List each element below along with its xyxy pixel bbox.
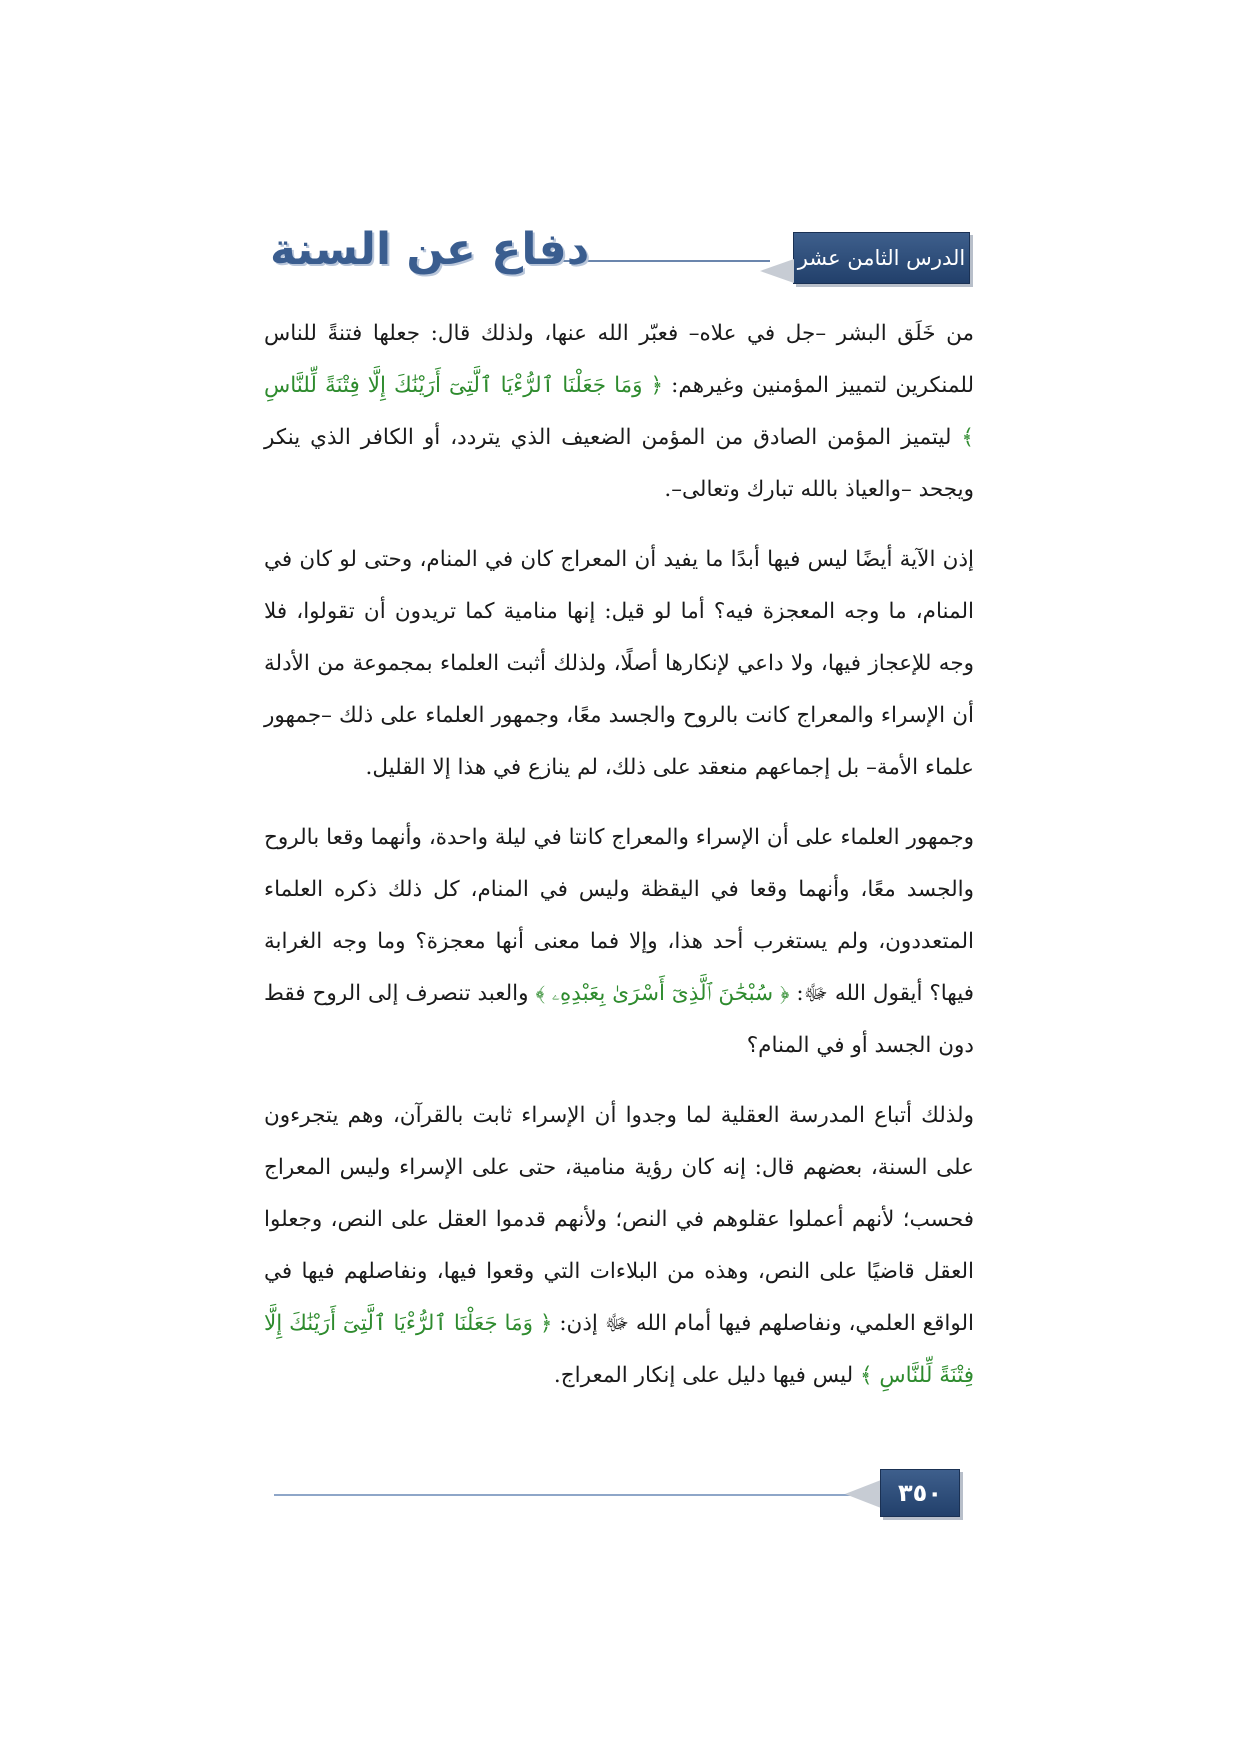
paragraph-text: ليس فيها دليل على إنكار المعراج. [553,1363,860,1388]
paragraph-text: ليتميز المؤمن الصادق من المؤمن الضعيف الذي يتردد، أو الكافر الذي ينكر ويجحد –والعياذ بالله تبارك وتعالى–. [264,425,974,502]
paragraph-text: والعبد تنصرف إلى الروح فقط دون الجسد أو في المنام؟ [264,981,974,1058]
book-title: دفاع عن السنة [270,224,590,275]
quran-verse: ﴿ وَمَا جَعَلْنَا ٱلرُّءْيَا ٱلَّتِىٓ أَرَيْنَٰكَ إِلَّا فِتْنَةً لِّلنَّاسِ ﴾ [264,1311,974,1388]
paragraph-text: ولذلك أتباع المدرسة العقلية لما وجدوا أن الإسراء ثابت بالقرآن، وهم يتجرءون على السنة، بعضهم قال: إنه كان رؤية منامية، حتى على الإسراء وليس المعراج فحسب؛ لأنهم أعملوا عقلوهم في النص؛ ولأنهم قدموا العقل على النص، وجعلوا العقل قاضيًا على النص، وهذه من البلاءات التي وقعوا فيها، ونفاصلهم فيها في الواقع العلمي، ونفاصلهم فيها أمام الله ﷻ إذن: [264,1103,974,1336]
paragraph-1 [264,308,974,516]
paragraph-4 [264,1090,974,1402]
paragraph-text: من خَلَق البشر –جل في علاه– فعبّر الله عنها، ولذلك قال: جعلها فتنةً للناس للمنكرين لتمييز المؤمنين وغيرهم: [264,321,974,398]
lesson-label: الدرس الثامن عشر [797,246,966,270]
paragraph-text: إذن الآية أيضًا ليس فيها أبدًا ما يفيد أن المعراج كان في المنام، وحتى لو كان في المنام، ما وجه المعجزة فيه؟ أما لو قيل: إنها منامية كما تريدون أن تقولوا، فلا وجه للإعجاز فيها، ولا داعي لإنكارها أصلًا، ولذلك أثبت العلماء بمجموعة من الأدلة أن الإسراء والمعراج كانت بالروح والجسد معًا، وجمهور العلماء على ذلك –جمهور علماء الأمة– بل إجماعهم منعقد على ذلك، لم ينازع في هذا إلا القليل. [264,547,974,780]
paragraph-3 [264,812,974,1072]
quran-verse: ﴿ سُبْحَٰنَ ٱلَّذِىٓ أَسْرَىٰ بِعَبْدِهِۦ ﴾ [535,981,790,1006]
paragraph-text: وجمهور العلماء على أن الإسراء والمعراج كانتا في ليلة واحدة، وأنهما وقعا بالروح والجسد معًا، وأنهما وقعا في اليقظة وليس في المنام، كل ذلك ذكره العلماء المتعددون، ولم يستغرب أحد هذا، وإلا فما معنى أنها معجزة؟ وما وجه الغرابة فيها؟ أيقول الله ﷻ: [264,825,974,1006]
page-number: ٣٥٠ [880,1469,960,1517]
page-content [264,308,974,1420]
paragraph-2 [264,534,974,794]
page-header [270,224,970,284]
footer-wedge [845,1480,881,1508]
lesson-label-box [793,232,970,284]
quran-verse: ﴿ وَمَا جَعَلْنَا ٱلرُّءْيَا ٱلَّتِىٓ أَرَيْنَٰكَ إِلَّا فِتْنَةً لِّلنَّاسِ ﴾ [264,373,974,450]
footer-divider [274,1494,880,1496]
